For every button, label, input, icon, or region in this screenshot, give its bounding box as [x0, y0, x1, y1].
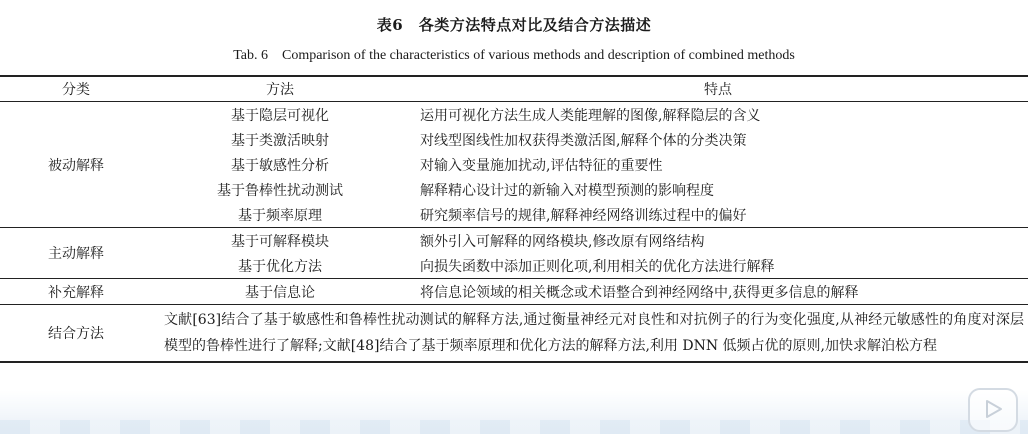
table-row — [0, 202, 1028, 228]
table-row — [0, 279, 1028, 305]
feature-cell: 向损失函数中添加正则化项,利用相关的优化方法进行解释 — [420, 258, 775, 275]
method-cell: 基于类激活映射 — [231, 132, 329, 149]
feature-cell: 研究频率信号的规律,解释神经网络训练过程中的偏好 — [420, 207, 747, 224]
method-cell: 基于频率原理 — [238, 207, 322, 224]
category-cell: 结合方法 — [0, 305, 152, 363]
header-category: 分类 — [0, 76, 152, 102]
table-title-cn: 表6 各类方法特点对比及结合方法描述 — [376, 16, 652, 34]
method-cell: 基于隐层可视化 — [231, 107, 329, 124]
table-header-row — [0, 76, 1028, 102]
comparison-table — [0, 75, 1028, 363]
feature-cell: 对输入变量施加扰动,评估特征的重要性 — [420, 157, 663, 174]
method-cell: 基于优化方法 — [238, 258, 322, 275]
feature-cell: 额外引入可解释的网络模块,修改原有网络结构 — [408, 228, 1028, 254]
method-cell: 基于敏感性分析 — [231, 157, 329, 174]
table-row — [0, 152, 1028, 177]
play-button[interactable] — [968, 388, 1018, 432]
table-row — [0, 127, 1028, 152]
feature-cell: 解释精心设计过的新输入对模型预测的影响程度 — [420, 182, 714, 199]
category-cell: 补充解释 — [0, 279, 152, 305]
table-title-en: Tab. 6 Comparison of the characteristics of various methods and description of combined methods — [233, 48, 795, 63]
method-cell: 基于鲁棒性扰动测试 — [217, 182, 343, 199]
table-row-combined — [0, 305, 1028, 363]
method-cell: 基于信息论 — [152, 279, 408, 305]
decorative-wave — [0, 420, 1028, 434]
table-row — [0, 253, 1028, 279]
play-icon — [982, 398, 1004, 420]
table-row — [0, 177, 1028, 202]
page-bottom-background — [0, 390, 1028, 434]
header-method: 方法 — [152, 76, 408, 102]
combined-description: 文献[63]结合了基于敏感性和鲁棒性扰动测试的解释方法,通过衡量神经元对良性和对抗例子的行为变化强度,从神经元敏感性的角度对深层模型的鲁棒性进行了解释;文献[48]结合了基于频率原理和优化方法的解释方法,利用 DNN 低频占优的原则,加快求解泊松方程 — [152, 305, 1028, 363]
category-cell: 被动解释 — [48, 157, 104, 174]
table-row — [0, 228, 1028, 254]
feature-cell: 运用可视化方法生成人类能理解的图像,解释隐层的含义 — [420, 107, 761, 124]
table-row — [0, 102, 1028, 128]
category-cell: 主动解释 — [0, 228, 152, 279]
feature-cell: 对线型图线性加权获得类激活图,解释个体的分类决策 — [420, 132, 747, 149]
method-cell: 基于可解释模块 — [152, 228, 408, 254]
feature-cell: 将信息论领域的相关概念或术语整合到神经网络中,获得更多信息的解释 — [408, 279, 1028, 305]
header-feature: 特点 — [408, 76, 1028, 102]
